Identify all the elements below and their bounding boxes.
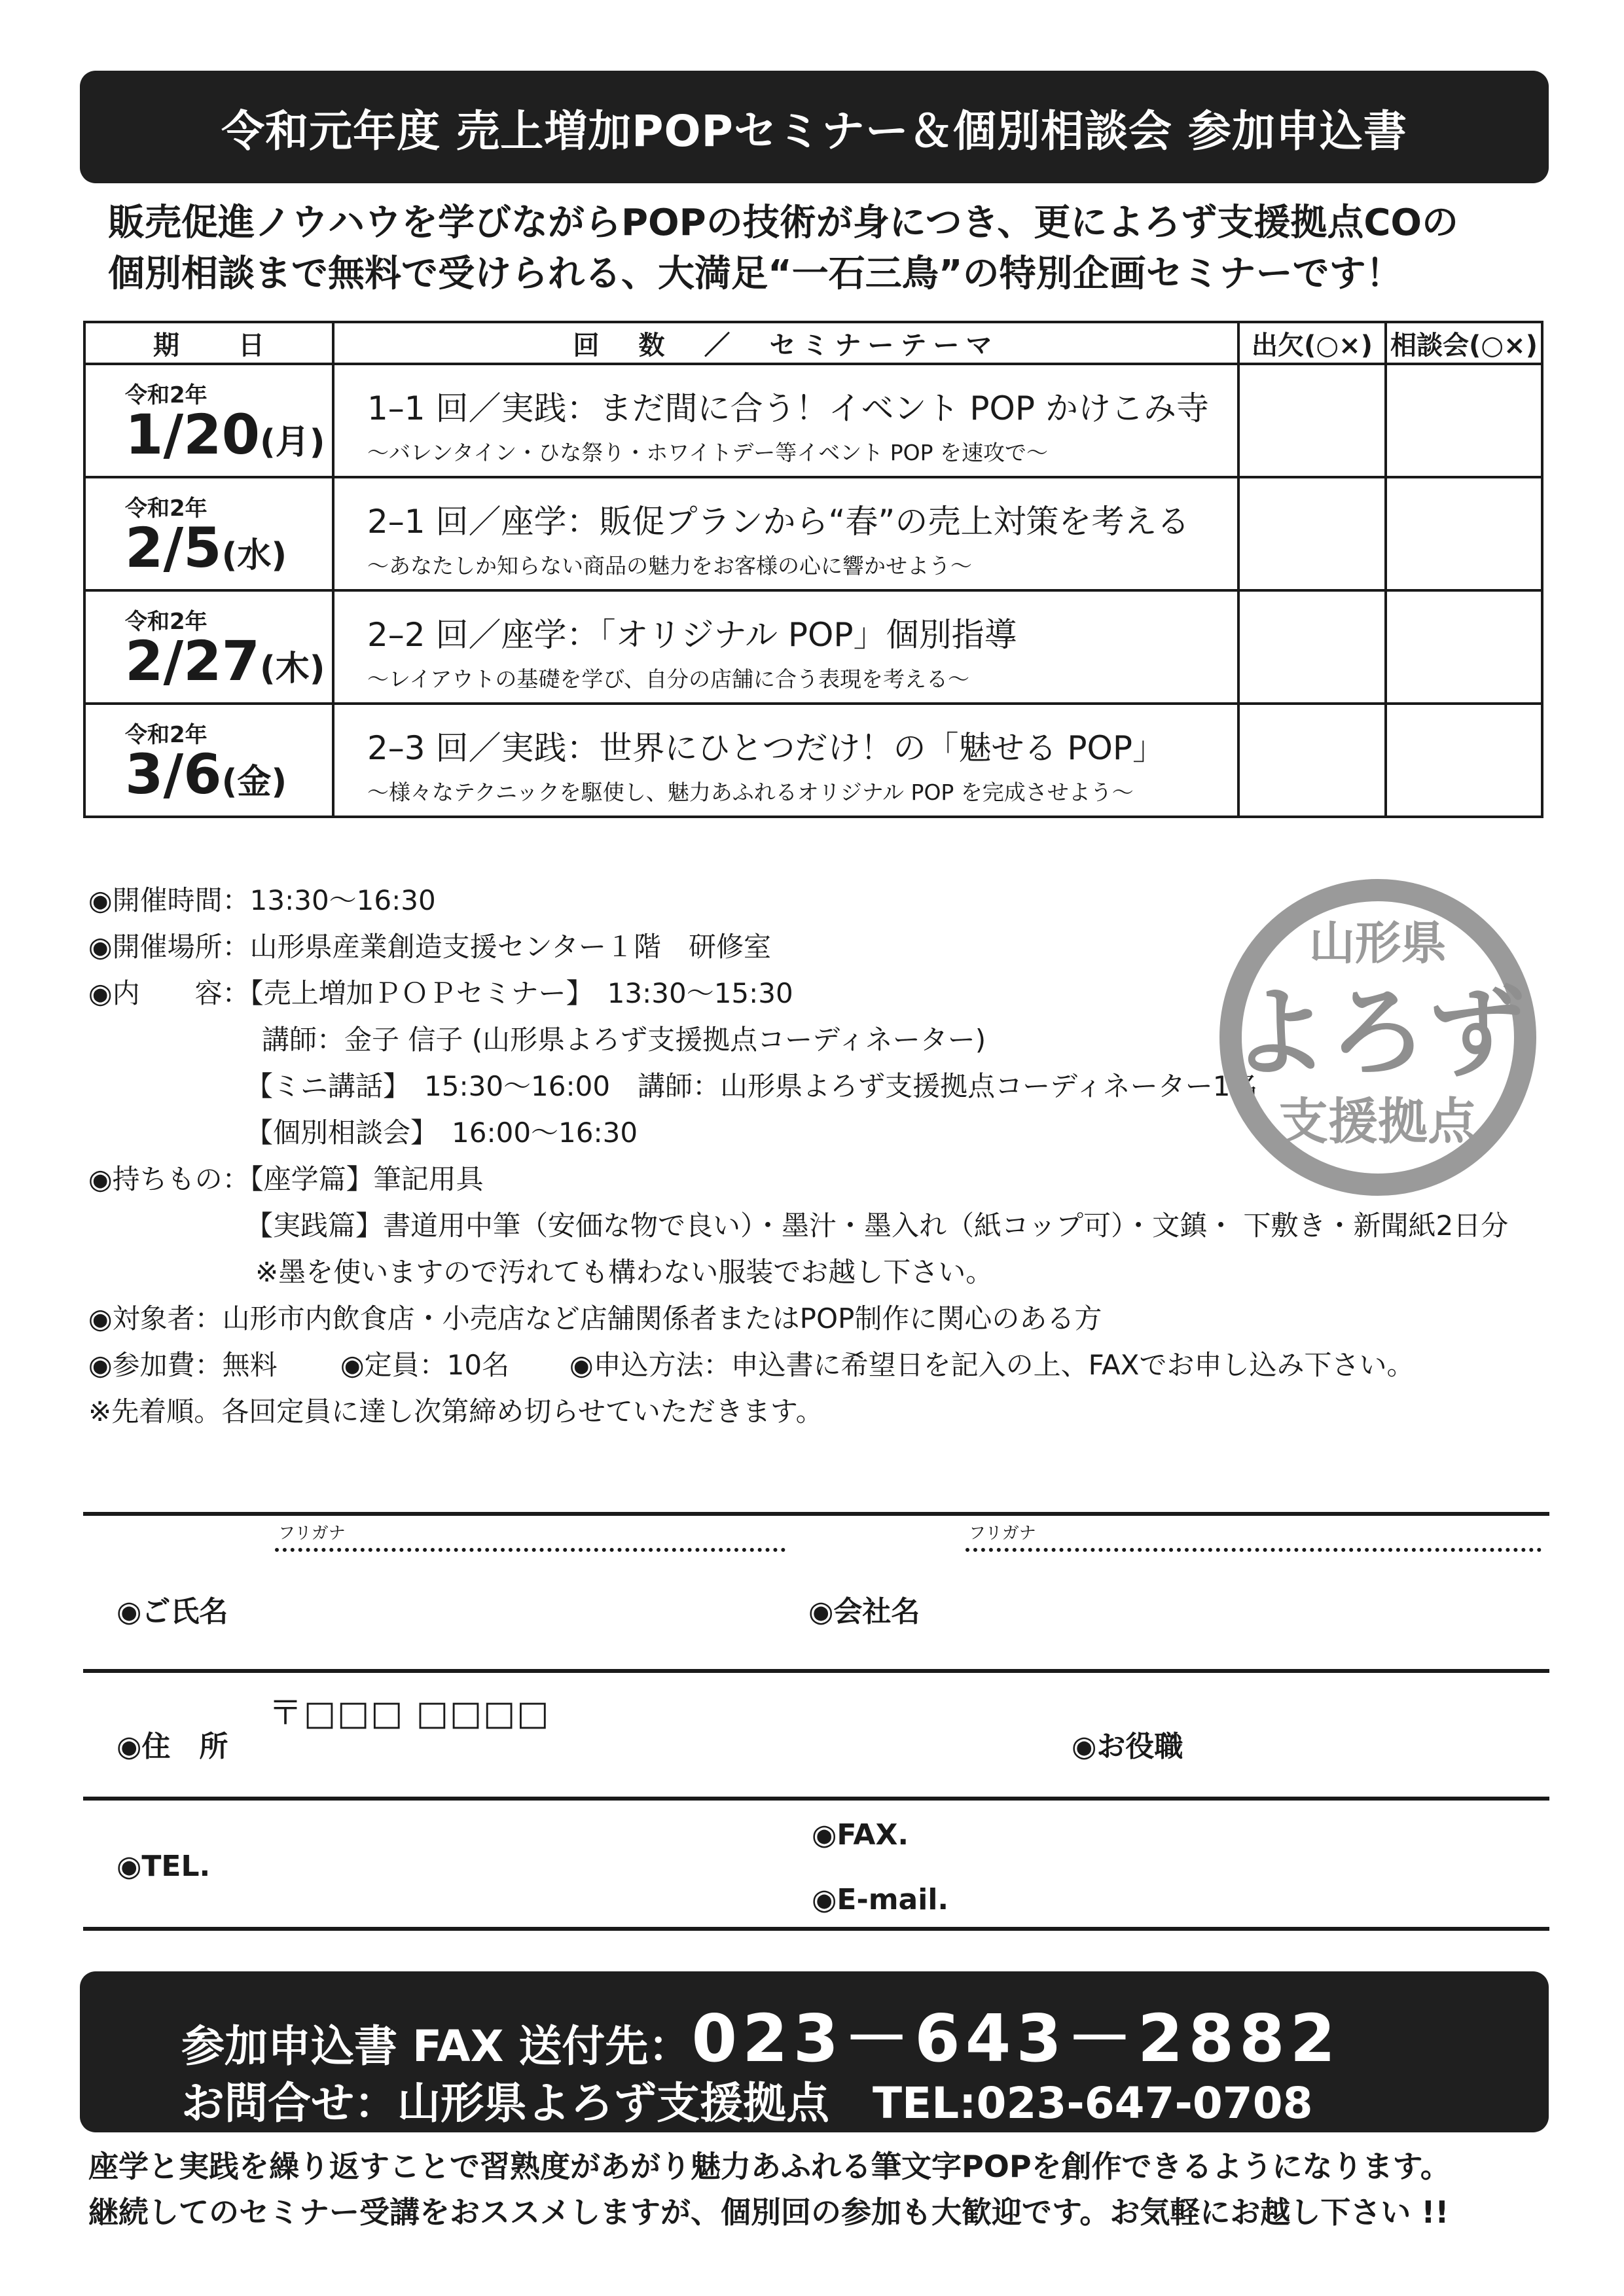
session-theme: 1–1 回／実践：まだ間に合う！イベント POP かけこみ寺 [367, 389, 1209, 427]
name-furigana-label: フリガナ [278, 1524, 346, 1543]
stamp-top-text: 山形県 [1309, 916, 1447, 970]
session-weekday: (木) [260, 649, 325, 689]
info-lecturer: 講師：金子 信子 (山形県よろず支援拠点コーディネーター) [262, 1024, 986, 1056]
info-items-practice: 【実践篇】書道用中筆（安価な物で良い）・墨汁・墨入れ（紙コップ可）・文鎮・ 下敷き・新聞紙2日分 [245, 1210, 1509, 1242]
table-row [84, 590, 1542, 704]
info-items-lecture: 【座学篇】筆記用具 [249, 1163, 484, 1195]
table-row [84, 477, 1542, 590]
fax-banner [80, 1971, 1549, 2132]
name-furigana-field[interactable] [275, 1548, 785, 1552]
name-label: ◉ご氏名 [117, 1595, 228, 1628]
consult-cell[interactable] [1386, 477, 1542, 590]
theme-cell [333, 704, 1238, 817]
session-subtitle: ～様々なテクニックを駆使し、魅力あふれるオリジナル POP を完成させよう～ [367, 780, 1134, 805]
header-attendance: 出欠(○×) [1238, 322, 1386, 364]
postal-code-boxes[interactable]: 〒□□□ □□□□ [268, 1694, 550, 1733]
session-theme: 2–3 回／実践：世界にひとつだけ！の「魅せる POP」 [367, 729, 1166, 767]
info-fee: ◉参加費：無料 [88, 1349, 278, 1381]
info-note: ※先着順。各回定員に達し次第締め切らせていただきます。 [88, 1395, 823, 1427]
intro-text [108, 198, 1561, 300]
tel-label: ◉TEL. [117, 1850, 211, 1883]
era-label: 令和2年 [125, 609, 208, 635]
info-items-note: ※墨を使いますので汚れても構わない服装でお越し下さい。 [255, 1256, 994, 1288]
session-date: 1/20 [125, 403, 261, 467]
era-label: 令和2年 [125, 722, 208, 748]
info-items-label: ◉持ちもの： [88, 1163, 250, 1195]
table-header-row [84, 322, 1542, 364]
footer-text [88, 2144, 1568, 2235]
info-content-label: ◉内 容： [88, 977, 250, 1009]
address-label: ◉住 所 [117, 1730, 228, 1763]
theme-cell [333, 590, 1238, 704]
schedule-table [83, 321, 1543, 818]
attendance-cell[interactable] [1238, 477, 1386, 590]
table-row [84, 364, 1542, 477]
date-cell [84, 590, 333, 704]
fax-number: 023－643－2882 [691, 2000, 1341, 2077]
session-date: 3/6 [125, 742, 222, 806]
contact-info: お問合せ：山形県よろず支援拠点 TEL:023-647-0708 [181, 2078, 1313, 2128]
session-subtitle: ～レイアウトの基礎を学び、自分の店舗に合う表現を考える～ [367, 666, 970, 692]
intro-line: 販売促進ノウハウを学びながらPOPの技術が身につき、更によろず支援拠点COの [108, 202, 1459, 244]
session-date: 2/5 [125, 516, 222, 580]
yorozu-stamp-logo [1211, 870, 1545, 1204]
session-subtitle: ～あなたしか知らない商品の魅力をお客様の心に響かせよう～ [367, 553, 972, 579]
date-cell [84, 364, 333, 477]
header-consult: 相談会(○×) [1386, 322, 1542, 364]
form-divider [83, 1669, 1549, 1673]
info-consult-session: 【個別相談会】 16:00～16:30 [245, 1117, 638, 1149]
theme-cell [333, 364, 1238, 477]
attendance-cell[interactable] [1238, 590, 1386, 704]
session-date: 2/27 [125, 629, 261, 693]
header-theme: 回 数 ／ セミナーテーマ [333, 322, 1238, 364]
company-furigana-label: フリガナ [969, 1524, 1036, 1543]
company-furigana-field[interactable] [965, 1548, 1542, 1552]
form-divider [83, 1512, 1549, 1516]
intro-line: 個別相談まで無料で受けられる、大満足“一石三鳥”の特別企画セミナーです！ [108, 253, 1403, 295]
consult-cell[interactable] [1386, 364, 1542, 477]
page-title: 令和元年度 売上増加POPセミナー＆個別相談会 参加申込書 [221, 105, 1407, 156]
stamp-bottom-text: 支援拠点 [1278, 1092, 1477, 1151]
email-label: ◉E-mail. [812, 1883, 949, 1916]
fax-destination [181, 1986, 1341, 2080]
info-target: ◉対象者：山形市内飲食店・小売店など店舗関係者またはPOP制作に関心のある方 [88, 1302, 1102, 1335]
consult-cell[interactable] [1386, 704, 1542, 817]
era-label: 令和2年 [125, 495, 208, 522]
info-mini-talk: 【ミニ講話】 15:30～16:00 講師：山形県よろず支援拠点コーディネーター1名 [245, 1070, 1258, 1102]
info-venue: ◉開催場所：山形県産業創造支援センター１階 研修室 [88, 931, 771, 963]
info-content-seminar: 【売上増加ＰＯＰセミナー】 13:30～15:30 [249, 977, 793, 1009]
session-weekday: (金) [221, 762, 287, 802]
date-cell [84, 704, 333, 817]
theme-cell [333, 477, 1238, 590]
info-apply-method: ◉申込方法：申込書に希望日を記入の上、FAXでお申し込み下さい。 [569, 1349, 1415, 1381]
attendance-cell[interactable] [1238, 364, 1386, 477]
fax-label: ◉FAX. [812, 1818, 909, 1852]
table-row [84, 704, 1542, 817]
session-theme: 2–1 回／座学：販促プランから“春”の売上対策を考える [367, 503, 1190, 541]
era-label: 令和2年 [125, 382, 208, 408]
form-divider [83, 1797, 1549, 1801]
info-time: ◉開催時間：13:30～16:30 [88, 884, 436, 916]
header-date: 期日 [84, 322, 333, 364]
info-fee-row [88, 1342, 1555, 1388]
session-theme: 2–2 回／座学：「オリジナル POP」個別指導 [367, 616, 1017, 654]
form-divider [83, 1927, 1549, 1931]
title-banner [80, 71, 1549, 183]
fax-label-text: 参加申込書 FAX 送付先： [181, 2021, 692, 2072]
date-cell [84, 477, 333, 590]
info-capacity: ◉定員：10名 [340, 1349, 510, 1381]
session-weekday: (月) [260, 423, 325, 462]
company-label: ◉会社名 [808, 1595, 920, 1628]
consult-cell[interactable] [1386, 590, 1542, 704]
info-items-note-row [88, 1249, 1555, 1295]
footer-line: 座学と実践を繰り返すことで習熟度があがり魅力あふれる筆文字POPを創作できるようになります。 [88, 2149, 1451, 2184]
info-items2-row [88, 1202, 1555, 1249]
footer-line: 継続してのセミナー受講をおススメしますが、個別回の参加も大歓迎です。お気軽にお越し下さい !! [88, 2195, 1449, 2230]
position-label: ◉お役職 [1072, 1730, 1183, 1763]
session-subtitle: ～バレンタイン・ひな祭り・ホワイトデー等イベント POP を速攻で～ [367, 440, 1048, 465]
attendance-cell[interactable] [1238, 704, 1386, 817]
session-weekday: (水) [221, 536, 287, 575]
stamp-middle-text: よろず [1230, 977, 1526, 1090]
